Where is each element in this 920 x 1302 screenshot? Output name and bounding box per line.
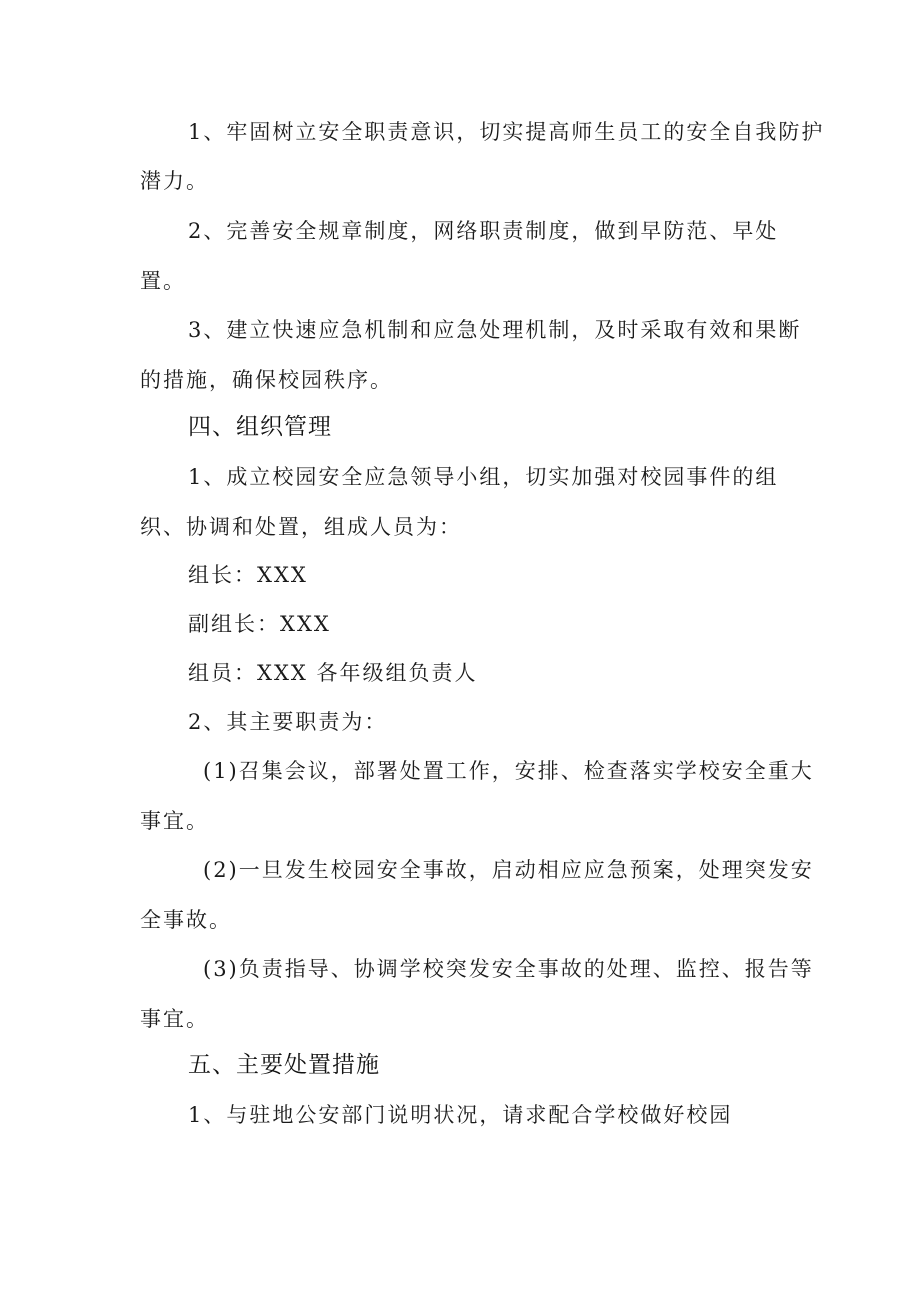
duty-line: 事宜。 bbox=[140, 809, 209, 833]
duty-line: 事宜。 bbox=[140, 1007, 209, 1031]
paragraph-line: 2、其主要职责为： bbox=[188, 710, 388, 734]
paragraph-line: 1、成立校园安全应急领导小组，切实加强对校园事件的组 bbox=[188, 465, 779, 489]
section-heading-measures: 五、主要处置措施 bbox=[188, 1052, 380, 1078]
paragraph-line: 置。 bbox=[140, 269, 186, 293]
paragraph-line: 3、建立快速应急机制和应急处理机制，及时采取有效和果断 bbox=[188, 318, 802, 342]
leader-line: 组长：XXX bbox=[188, 563, 308, 587]
duty-line: 全事故。 bbox=[140, 908, 232, 932]
paragraph-line: 的措施，确保校园秩序。 bbox=[140, 368, 393, 392]
duty-line: (2)一旦发生校园安全事故，启动相应应急预案，处理突发安 bbox=[203, 858, 814, 882]
paragraph-line: 1、与驻地公安部门说明状况，请求配合学校做好校园 bbox=[188, 1103, 733, 1127]
paragraph-line: 潜力。 bbox=[140, 169, 209, 193]
members-line: 组员：XXX 各年级组负责人 bbox=[188, 661, 478, 685]
duty-line: (1)召集会议，部署处置工作，安排、检查落实学校安全重大 bbox=[203, 759, 814, 783]
paragraph-line: 1、牢固树立安全职责意识，切实提高师生员工的安全自我防护 bbox=[188, 120, 825, 144]
deputy-leader-line: 副组长：XXX bbox=[188, 612, 331, 636]
paragraph-line: 织、协调和处置，组成人员为： bbox=[140, 515, 462, 539]
duty-line: (3)负责指导、协调学校突发安全事故的处理、监控、报告等 bbox=[203, 957, 814, 981]
paragraph-line: 2、完善安全规章制度，网络职责制度，做到早防范、早处 bbox=[188, 219, 779, 243]
section-heading-organization: 四、组织管理 bbox=[188, 414, 332, 440]
